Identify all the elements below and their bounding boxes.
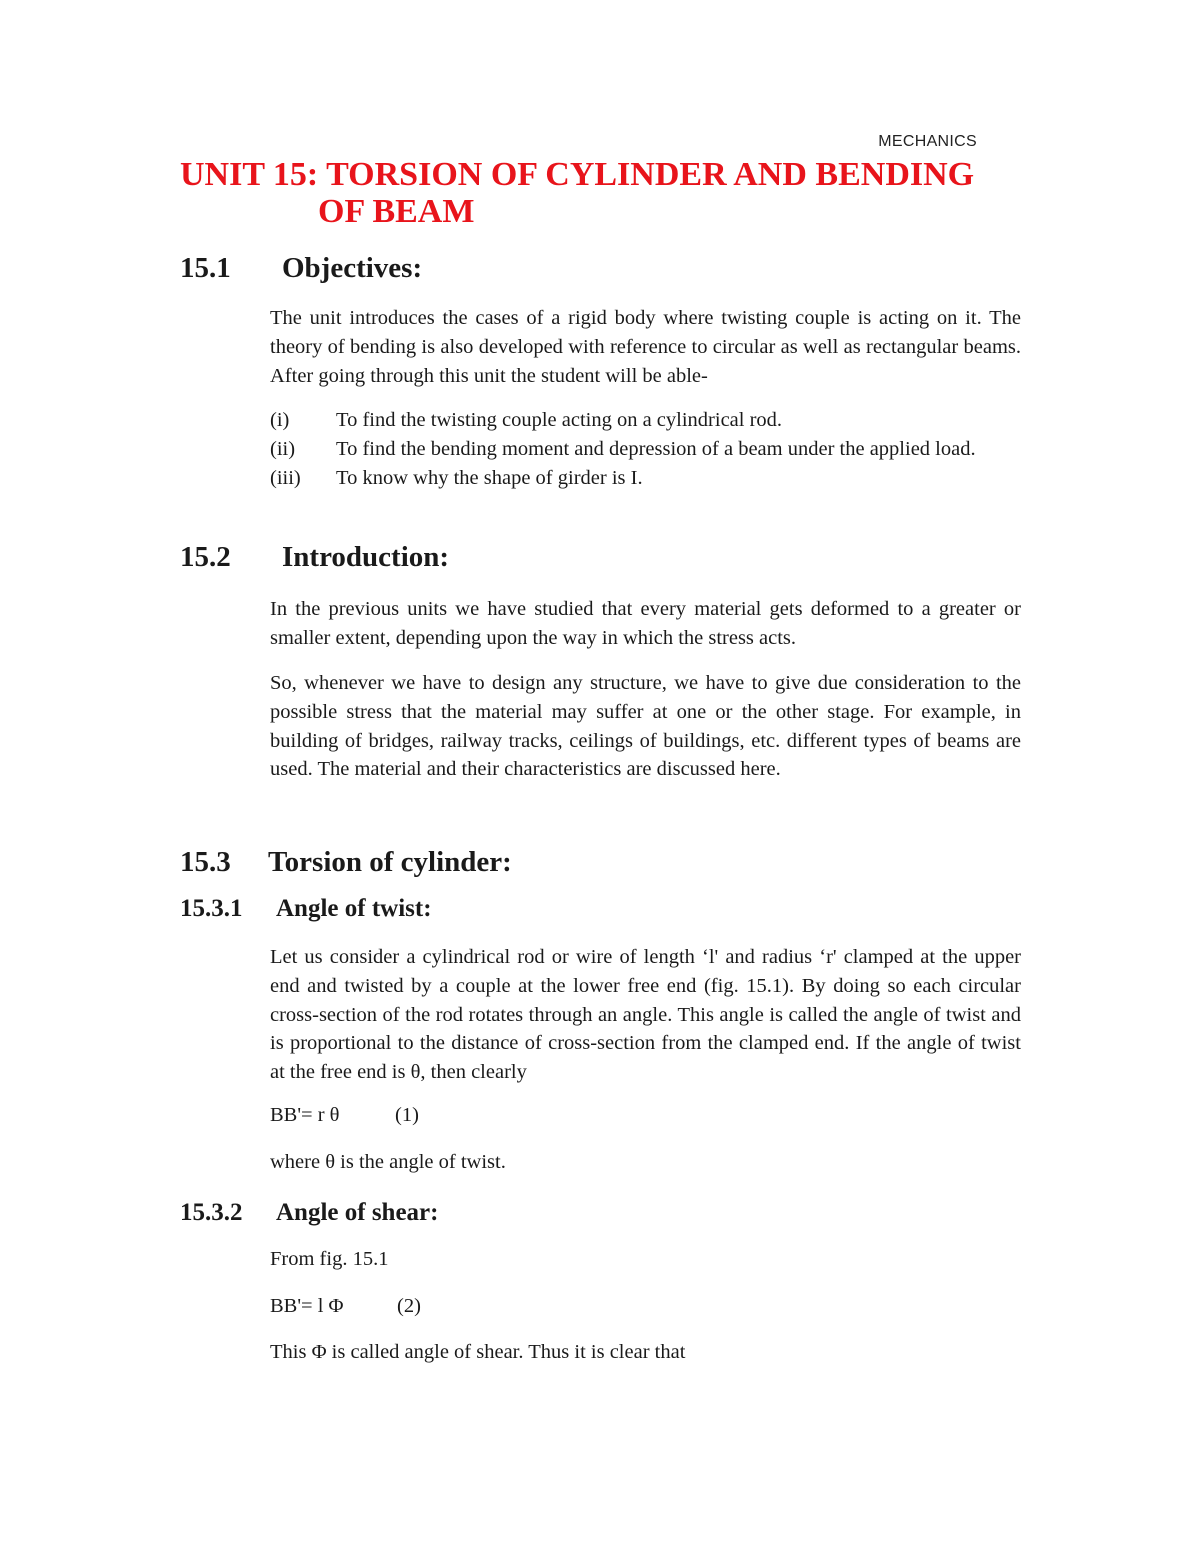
equation-number: (2) (397, 1295, 421, 1317)
subsection-number-15-3-1: 15.3.1 (180, 895, 243, 922)
angle-of-twist-note: where θ is the angle of twist. (270, 1151, 506, 1173)
equation-text: BB'= l Φ (270, 1295, 344, 1317)
introduction-paragraph-1: In the previous units we have studied that every material gets deformed to a greater or smaller extent, depending upon the way in which the stress acts. (270, 598, 1021, 649)
section-title-torsion: Torsion of cylinder: (268, 846, 512, 878)
section-title-objectives: Objectives: (282, 252, 423, 284)
subsection-title-angle-of-twist: Angle of twist: (276, 895, 432, 922)
running-header: MECHANICS (878, 133, 977, 150)
unit-title-line2: OF BEAM (318, 193, 475, 230)
unit-title (180, 156, 980, 230)
introduction-paragraph-2: So, whenever we have to design any structure, we have to give due consideration to the possible stress that the material may suffer at one or the other stage. For example, in building of bridges, railway tracks, ceilings of buildings, etc. different types of beams are used. The material and their characteristics are discussed here. (270, 672, 1021, 781)
equation-number: (1) (395, 1104, 419, 1126)
equation-2 (270, 1295, 421, 1318)
list-item-text: To find the bending moment and depression of a beam under the applied load. (336, 438, 976, 460)
list-item-text: To find the twisting couple acting on a cylindrical rod. (336, 409, 783, 431)
unit-title-line1: UNIT 15: TORSION OF CYLINDER AND BENDING (180, 156, 975, 193)
list-item-number: (ii) (270, 438, 296, 460)
angle-of-shear-note: This Φ is called angle of shear. Thus it is clear that (270, 1341, 686, 1363)
section-title-introduction: Introduction: (282, 541, 450, 573)
section-number-15-2: 15.2 (180, 541, 231, 573)
section-number-15-1: 15.1 (180, 252, 231, 284)
angle-of-twist-paragraph: Let us consider a cylindrical rod or wire of length ‘l' and radius ‘r' clamped at the upper end and twisted by a couple at the lower free end (fig. 15.1). By doing so each circular cross-section of the rod rotates through an angle. This angle is called the angle of twist and is proportional to the distance of cross-section from the clamped end. If the angle of twist at the free end is θ, then clearly (270, 946, 1021, 1084)
equation-text: BB'= r θ (270, 1104, 340, 1126)
list-item-text: To know why the shape of girder is I. (336, 467, 643, 489)
subsection-number-15-3-2: 15.3.2 (180, 1199, 243, 1226)
list-item-number: (iii) (270, 467, 301, 489)
section-number-15-3: 15.3 (180, 846, 231, 878)
subsection-title-angle-of-shear: Angle of shear: (276, 1199, 439, 1226)
figure-reference-line: From fig. 15.1 (270, 1248, 389, 1270)
list-item-number: (i) (270, 409, 290, 431)
equation-1 (270, 1104, 419, 1127)
objectives-paragraph: The unit introduces the cases of a rigid body where twisting couple is acting on it. The theory of bending is also developed with reference to circular as well as rectangular beams. After going through this unit the student will be able- (270, 307, 1021, 387)
